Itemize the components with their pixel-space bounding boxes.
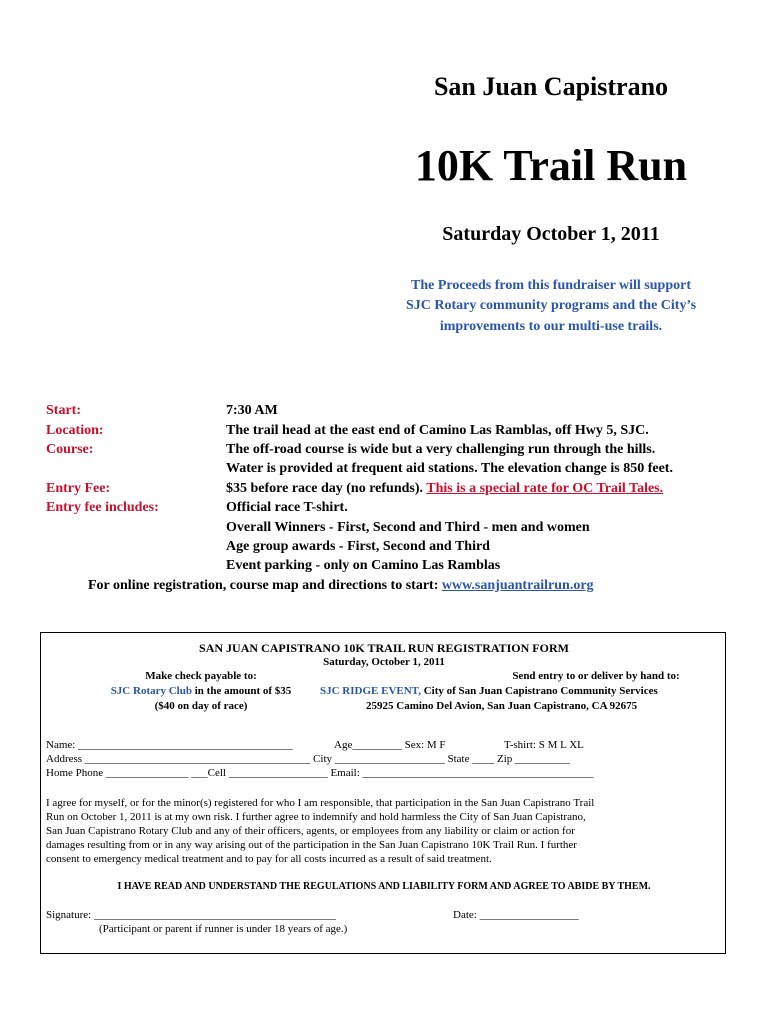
form-date: Saturday, October 1, 2011 [323, 656, 445, 668]
entry-fee-label: Entry Fee: [46, 481, 111, 496]
start-value: 7:30 AM [226, 403, 278, 418]
send-address: 25925 Camino Del Avion, San Juan Capistrano, CA 92675 [366, 700, 638, 712]
start-label: Start: [46, 403, 81, 418]
location-label: Location: [46, 423, 104, 438]
check-club: SJC Rotary Club [110, 685, 192, 697]
proceeds-line-1: The Proceeds from this fundraiser will support [410, 278, 691, 293]
tshirt-field[interactable]: T-shirt: S M L XL [504, 739, 584, 751]
signature-field[interactable]: Signature: ____________________________________________ [46, 909, 336, 921]
waiver-line-4: damages resulting from or in any way arising out of the participation in the San Juan Capistrano 10K Trail Run. I further [46, 839, 577, 851]
send-heading: Send entry to or deliver by hand to: [512, 670, 680, 682]
event-date: Saturday October 1, 2011 [442, 223, 660, 245]
date-field[interactable]: Date: __________________ [453, 909, 579, 921]
registration-form [40, 632, 726, 954]
entry-fee-includes-label: Entry fee includes: [46, 500, 159, 515]
signature-note: (Participant or parent if runner is under 18 years of age.) [99, 923, 348, 935]
city-title: San Juan Capistrano [433, 72, 669, 101]
special-rate-link[interactable]: This is a special rate for OC Trail Tales. [426, 481, 664, 496]
entry-fee-value [226, 481, 663, 497]
check-dayof: ($40 on day of race) [154, 700, 248, 712]
online-registration-line [88, 578, 594, 594]
check-amount: in the amount of $35 [194, 685, 292, 697]
send-org: City of San Juan Capistrano Community Services [423, 685, 658, 697]
includes-item-3: Age group awards - First, Second and Third [226, 539, 490, 554]
course-value-2: Water is provided at frequent aid stations. The elevation change is 850 feet. [226, 461, 673, 476]
send-event: SJC RIDGE EVENT, [320, 685, 421, 697]
course-label: Course: [46, 442, 94, 457]
proceeds-line-3: improvements to our multi-use trails. [439, 319, 663, 334]
waiver-line-3: San Juan Capistrano Rotary Club and any of their officers, agents, or employees from any liability or claim or action for [46, 825, 575, 837]
age-sex-field[interactable]: Age_________ Sex: M F [334, 739, 446, 751]
proceeds-line-2: SJC Rotary community programs and the City’s [405, 298, 697, 313]
phone-field[interactable]: Home Phone _______________ ___Cell __________________ Email: __________________________________________ [46, 767, 594, 779]
website-link[interactable]: www.sanjuantrailrun.org [441, 578, 594, 593]
includes-item-4: Event parking - only on Camino Las Ramblas [226, 558, 501, 573]
check-heading: Make check payable to: [145, 670, 257, 682]
agreement-statement: I HAVE READ AND UNDERSTAND THE REGULATIONS AND LIABILITY FORM AND AGREE TO ABIDE BY THEM. [117, 881, 651, 892]
location-value: The trail head at the east end of Camino Las Ramblas, off Hwy 5, SJC. [226, 423, 649, 438]
name-field[interactable]: Name: _______________________________________ [46, 739, 293, 751]
entry-fee-amount: $35 before race day (no refunds). [226, 481, 424, 496]
form-title: SAN JUAN CAPISTRANO 10K TRAIL RUN REGISTRATION FORM [199, 641, 569, 655]
check-payable-line [81, 685, 321, 697]
online-registration-text: For online registration, course map and directions to start: [88, 578, 439, 593]
waiver-line-2: Run on October 1, 2011 is at my own risk. I further agree to indemnify and hold harmless the City of San Juan Capistrano, [46, 811, 586, 823]
event-title: 10K Trail Run [414, 141, 688, 190]
includes-item-1: Official race T-shirt. [226, 500, 348, 515]
course-value-1: The off-road course is wide but a very challenging run through the hills. [226, 442, 656, 457]
address-field[interactable]: Address _________________________________________ City ____________________ State ____ Zip __________ [46, 753, 571, 765]
waiver-line-5: consent to emergency medical treatment and to pay for all costs incurred as a result of said treatment. [46, 853, 492, 865]
waiver-line-1: I agree for myself, or for the minor(s) registered for who I am responsible, that participation in the San Juan Capistrano Trail [46, 797, 595, 809]
includes-item-2: Overall Winners - First, Second and Third - men and women [226, 520, 590, 535]
send-org-line [320, 685, 658, 697]
